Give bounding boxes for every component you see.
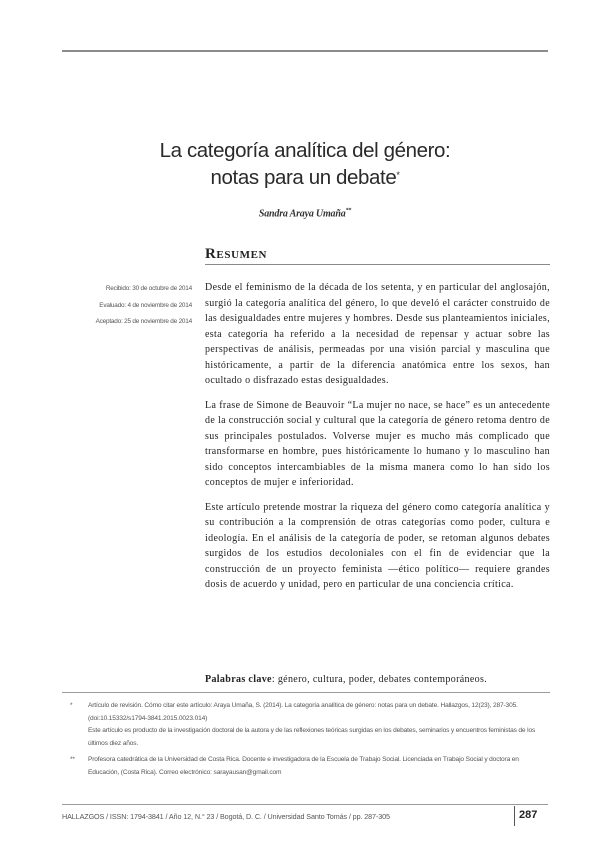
title-line-1: La categoría analítica del género: — [159, 139, 451, 162]
top-rule — [62, 50, 548, 52]
footnote-2-mark: ** — [70, 756, 75, 763]
journal-info: HALLAZGOS / ISSN: 1794-3841 / Año 12, N.° 23 / Bogotá, D. C. / Universidad Santo Tomás / pp. 287-305 — [62, 812, 390, 821]
page-number-separator — [514, 806, 515, 826]
author-footnote-marker: ** — [345, 208, 352, 214]
title-line-2-text: notas para un debate — [210, 166, 397, 189]
date-evaluated: Evaluado: 4 de noviembre de 2014 — [99, 301, 192, 309]
abstract-paragraph-2: La frase de Simone de Beauvoir “La mujer no nace, se hace” es un antecedente de la construcción social y cultural que la categoría de género retoma dentro de sus principales postulados. Volverse mujer es mucho más complicado que transformarse en hombre, pues históricamente lo humano y lo masculino han sido conceptos intercambiables de la misma manera como lo han sido los conceptos de mujer e inferioridad. — [205, 399, 550, 488]
footnote-1-mark: * — [70, 702, 73, 709]
footnotes — [62, 700, 550, 783]
keywords — [205, 672, 550, 687]
footnote-rule — [62, 692, 550, 693]
page-number: 287 — [519, 809, 538, 821]
footnote-2-line-1: Profesora catedrática de la Universidad de Costa Rica. Docente e investigadora de la Escuela de Trabajo Social. Licenciada en Trabajo Social y doctora en Educación, (Costa Rica). Correo electrónico: sarayausan@gmail.com — [88, 756, 519, 776]
footnote-1-line-2: Este artículo es producto de la investigación doctoral de la autora y de las reflexiones teóricas surgidas en los debates, seminarios y encuentros feministas de los últimos diez años. — [88, 727, 536, 747]
section-heading-rule — [205, 264, 550, 265]
abstract-paragraph-1: Desde el feminismo de la década de los setenta, y en particular del anglosajón, surgió la categoría analítica del género, lo que develó el carácter construido de las desigualdades entre mujeres y hombres. Desde sus planteamientos iniciales, esta categoría ha referido a la necesidad de repensar y actuar sobre las perspectivas de análisis, permeadas por una visión parcial y masculina que históricamente, a partir de la diferencia anatómica entre los sexos, han ocultado o disfrazado estas desigualdades. — [205, 282, 550, 386]
publication-dates — [62, 281, 192, 331]
abstract-body — [205, 280, 550, 602]
bottom-rule — [62, 804, 548, 805]
section-heading: Resumen — [205, 246, 268, 262]
date-received: Recibido: 30 de octubre de 2014 — [105, 285, 192, 292]
date-accepted: Aceptado: 25 de noviembre de 2014 — [95, 318, 192, 325]
footnote-2 — [62, 754, 550, 779]
footnote-1-line-1: Artículo de revisión. Cómo citar este artículo: Araya Umaña, S. (2014). La categoría analítica de género: notas para un debate. Hallazgos, 12(23), 287-305. (doi:10.15332/s1794-3841.2015.0023.014) — [88, 702, 518, 722]
title-footnote-marker: * — [396, 170, 400, 180]
article-title — [100, 137, 510, 191]
keywords-label: Palabras clave — [205, 674, 272, 685]
keywords-text: : género, cultura, poder, debates contemporáneos. — [271, 674, 488, 685]
abstract-paragraph-3: Este artículo pretende mostrar la riqueza del género como categoría analítica y su contribución a la comprensión de otras categorías como poder, cultura e ideología. En el análisis de la categoría de poder, se retoman algunos debates surgidos de los estudios decoloniales con el fin de evidenciar que la construcción de un proyecto feminista —ético político— requiere grandes dosis de acuerdo y unidad, pero en particular de una conciencia crítica. — [205, 501, 550, 590]
author-name-text: Sandra Araya Umaña — [258, 208, 346, 220]
footnote-1 — [62, 700, 550, 750]
author-name — [150, 208, 460, 219]
title-line-2 — [100, 164, 510, 191]
